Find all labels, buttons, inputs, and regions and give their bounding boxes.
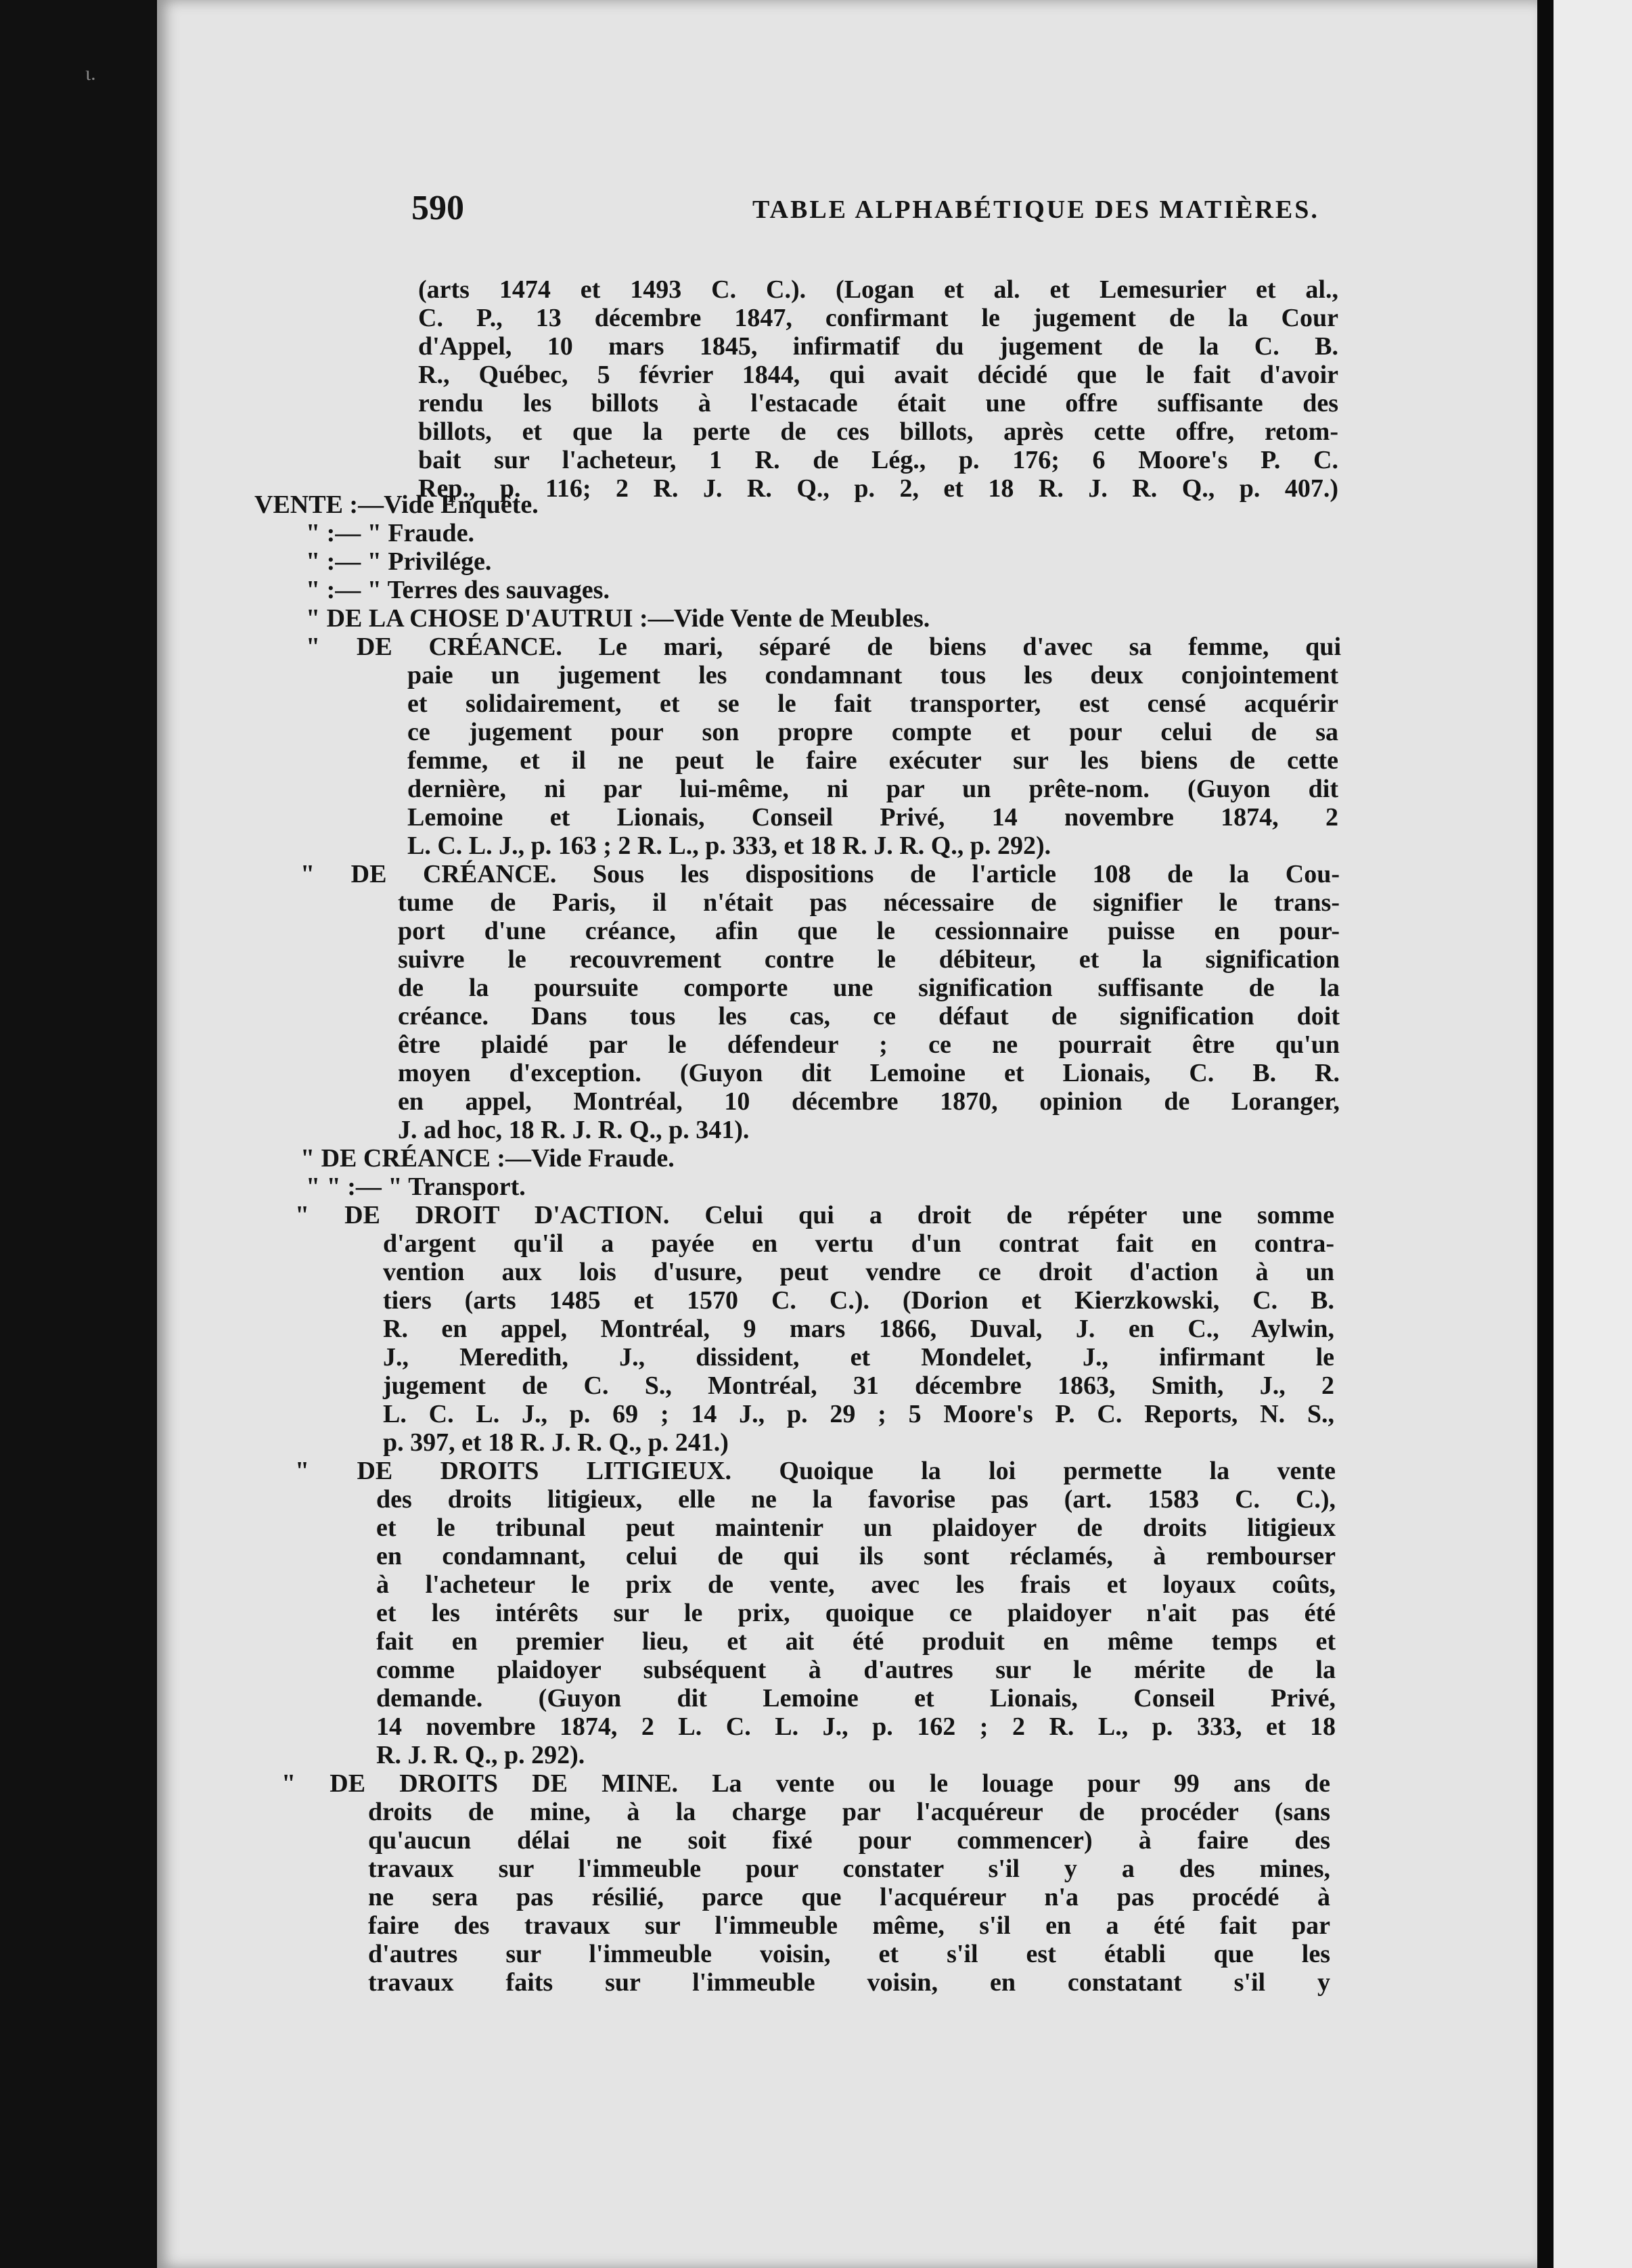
text-line: " :— " Fraude. — [306, 519, 475, 547]
page-content — [157, 0, 1537, 2268]
text-line: ce jugement pour son propre compte et pour celui de sa — [407, 718, 1338, 746]
text-line: J., Meredith, J., dissident, et Mondelet, J., infirmant le — [383, 1343, 1334, 1371]
text-line: " DE DROITS DE MINE. La vente ou le louage pour 99 ans de — [281, 1769, 1330, 1798]
text-line: être plaidé par le défendeur ; ce ne pourrait être qu'un — [398, 1030, 1340, 1059]
text-line: " DE DROIT D'ACTION. Celui qui a droit de répéter une somme — [295, 1201, 1334, 1229]
text-line: vention aux lois d'usure, peut vendre ce droit d'action à un — [383, 1258, 1334, 1286]
text-line: moyen d'exception. (Guyon dit Lemoine et Lionais, C. B. R. — [398, 1059, 1340, 1087]
text-line: " DE CRÉANCE :—Vide Fraude. — [300, 1144, 675, 1173]
text-line: des droits litigieux, elle ne la favorise pas (art. 1583 C. C.), — [376, 1485, 1336, 1514]
text-line: 14 novembre 1874, 2 L. C. L. J., p. 162 ; 2 R. L., p. 333, et 18 — [376, 1713, 1336, 1741]
text-line: R. J. R. Q., p. 292). — [376, 1741, 585, 1769]
text-line: " :— " Privilége. — [306, 547, 492, 576]
text-line: " DE CRÉANCE. Le mari, séparé de biens d'avec sa femme, qui — [306, 633, 1341, 661]
margin-mark: ι. — [85, 62, 96, 85]
text-line: VENTE :—Vide Enquête. — [254, 491, 539, 519]
text-line: " " :— " Transport. — [306, 1173, 526, 1201]
text-line: " DE DROITS LITIGIEUX. Quoique la loi permette la vente — [295, 1457, 1336, 1485]
text-line: ne sera pas résilié, parce que l'acquéreur n'a pas procédé à — [368, 1883, 1330, 1911]
text-line: d'Appel, 10 mars 1845, infirmatif du jugement de la C. B. — [418, 332, 1338, 361]
page-number: 590 — [411, 189, 464, 227]
text-line: " DE CRÉANCE. Sous les dispositions de l'article 108 de la Cou- — [300, 860, 1340, 888]
text-line: comme plaidoyer subséquent à d'autres sur le mérite de la — [376, 1656, 1336, 1684]
text-line: et le tribunal peut maintenir un plaidoyer de droits litigieux — [376, 1514, 1336, 1542]
text-line: faire des travaux sur l'immeuble même, s'il en a été fait par — [368, 1911, 1330, 1940]
text-line: p. 397, et 18 R. J. R. Q., p. 241.) — [383, 1428, 729, 1457]
text-line: R., Québec, 5 février 1844, qui avait décidé que le fait d'avoir — [418, 361, 1338, 389]
text-line: travaux faits sur l'immeuble voisin, en constatant s'il y — [368, 1968, 1330, 1997]
text-line: " DE LA CHOSE D'AUTRUI :—Vide Vente de Meubles. — [306, 604, 930, 633]
text-line: " :— " Terres des sauvages. — [306, 576, 610, 604]
text-line: paie un jugement les condamnant tous les deux conjointement — [407, 661, 1338, 689]
text-line: jugement de C. S., Montréal, 31 décembre 1863, Smith, J., 2 — [383, 1371, 1334, 1400]
text-line: billots, et que la perte de ces billots, après cette offre, retom- — [418, 417, 1338, 446]
text-line: créance. Dans tous les cas, ce défaut de signification doit — [398, 1002, 1340, 1030]
text-line: d'autres sur l'immeuble voisin, et s'il est établi que les — [368, 1940, 1330, 1968]
text-line: rendu les billots à l'estacade était une offre suffisante des — [418, 389, 1338, 417]
text-line: travaux sur l'immeuble pour constater s'il y a des mines, — [368, 1855, 1330, 1883]
text-line: qu'aucun délai ne soit fixé pour commencer) à faire des — [368, 1826, 1330, 1855]
text-line: à l'acheteur le prix de vente, avec les frais et loyaux coûts, — [376, 1570, 1336, 1599]
text-line: (arts 1474 et 1493 C. C.). (Logan et al. et Lemesurier et al., — [418, 275, 1338, 304]
text-line: suivre le recouvrement contre le débiteur, et la signification — [398, 945, 1340, 974]
text-line: dernière, ni par lui-même, ni par un prête-nom. (Guyon dit — [407, 775, 1338, 803]
text-line: L. C. L. J., p. 69 ; 14 J., p. 29 ; 5 Moore's P. C. Reports, N. S., — [383, 1400, 1334, 1428]
text-line: tiers (arts 1485 et 1570 C. C.). (Dorion et Kierzkowski, C. B. — [383, 1286, 1334, 1315]
text-line: R. en appel, Montréal, 9 mars 1866, Duval, J. en C., Aylwin, — [383, 1315, 1334, 1343]
text-line: Lemoine et Lionais, Conseil Privé, 14 novembre 1874, 2 — [407, 803, 1338, 832]
text-line: fait en premier lieu, et ait été produit en même temps et — [376, 1627, 1336, 1656]
text-line: L. C. L. J., p. 163 ; 2 R. L., p. 333, et 18 R. J. R. Q., p. 292). — [407, 832, 1051, 860]
scan-border-left — [0, 0, 156, 2268]
text-line: tume de Paris, il n'était pas nécessaire de signifier le trans- — [398, 888, 1340, 917]
text-line: d'argent qu'il a payée en vertu d'un contrat fait en contra- — [383, 1229, 1334, 1258]
next-page-edge — [1554, 0, 1632, 2268]
text-line: port d'une créance, afin que le cessionnaire puisse en pour- — [398, 917, 1340, 945]
text-line: de la poursuite comporte une signification suffisante de la — [398, 974, 1340, 1002]
text-line: droits de mine, à la charge par l'acquéreur de procéder (sans — [368, 1798, 1330, 1826]
text-line: demande. (Guyon dit Lemoine et Lionais, Conseil Privé, — [376, 1684, 1336, 1713]
book-page — [157, 0, 1537, 2268]
text-line: et solidairement, et se le fait transporter, est censé acquérir — [407, 689, 1338, 718]
text-line: en appel, Montréal, 10 décembre 1870, opinion de Loranger, — [398, 1087, 1340, 1116]
text-line: C. P., 13 décembre 1847, confirmant le jugement de la Cour — [418, 304, 1338, 332]
text-line: femme, et il ne peut le faire exécuter sur les biens de cette — [407, 746, 1338, 775]
text-line: Rep., p. 116; 2 R. J. R. Q., p. 2, et 18 R. J. R. Q., p. 407.) — [418, 474, 1338, 503]
text-line: bait sur l'acheteur, 1 R. de Lég., p. 176; 6 Moore's P. C. — [418, 446, 1338, 474]
text-line: et les intérêts sur le prix, quoique ce plaidoyer n'ait pas été — [376, 1599, 1336, 1627]
text-line: J. ad hoc, 18 R. J. R. Q., p. 341). — [398, 1116, 750, 1144]
text-line: en condamnant, celui de qui ils sont réclamés, à rembourser — [376, 1542, 1336, 1570]
running-head: TABLE ALPHABÉTIQUE DES MATIÈRES. — [752, 196, 1319, 224]
